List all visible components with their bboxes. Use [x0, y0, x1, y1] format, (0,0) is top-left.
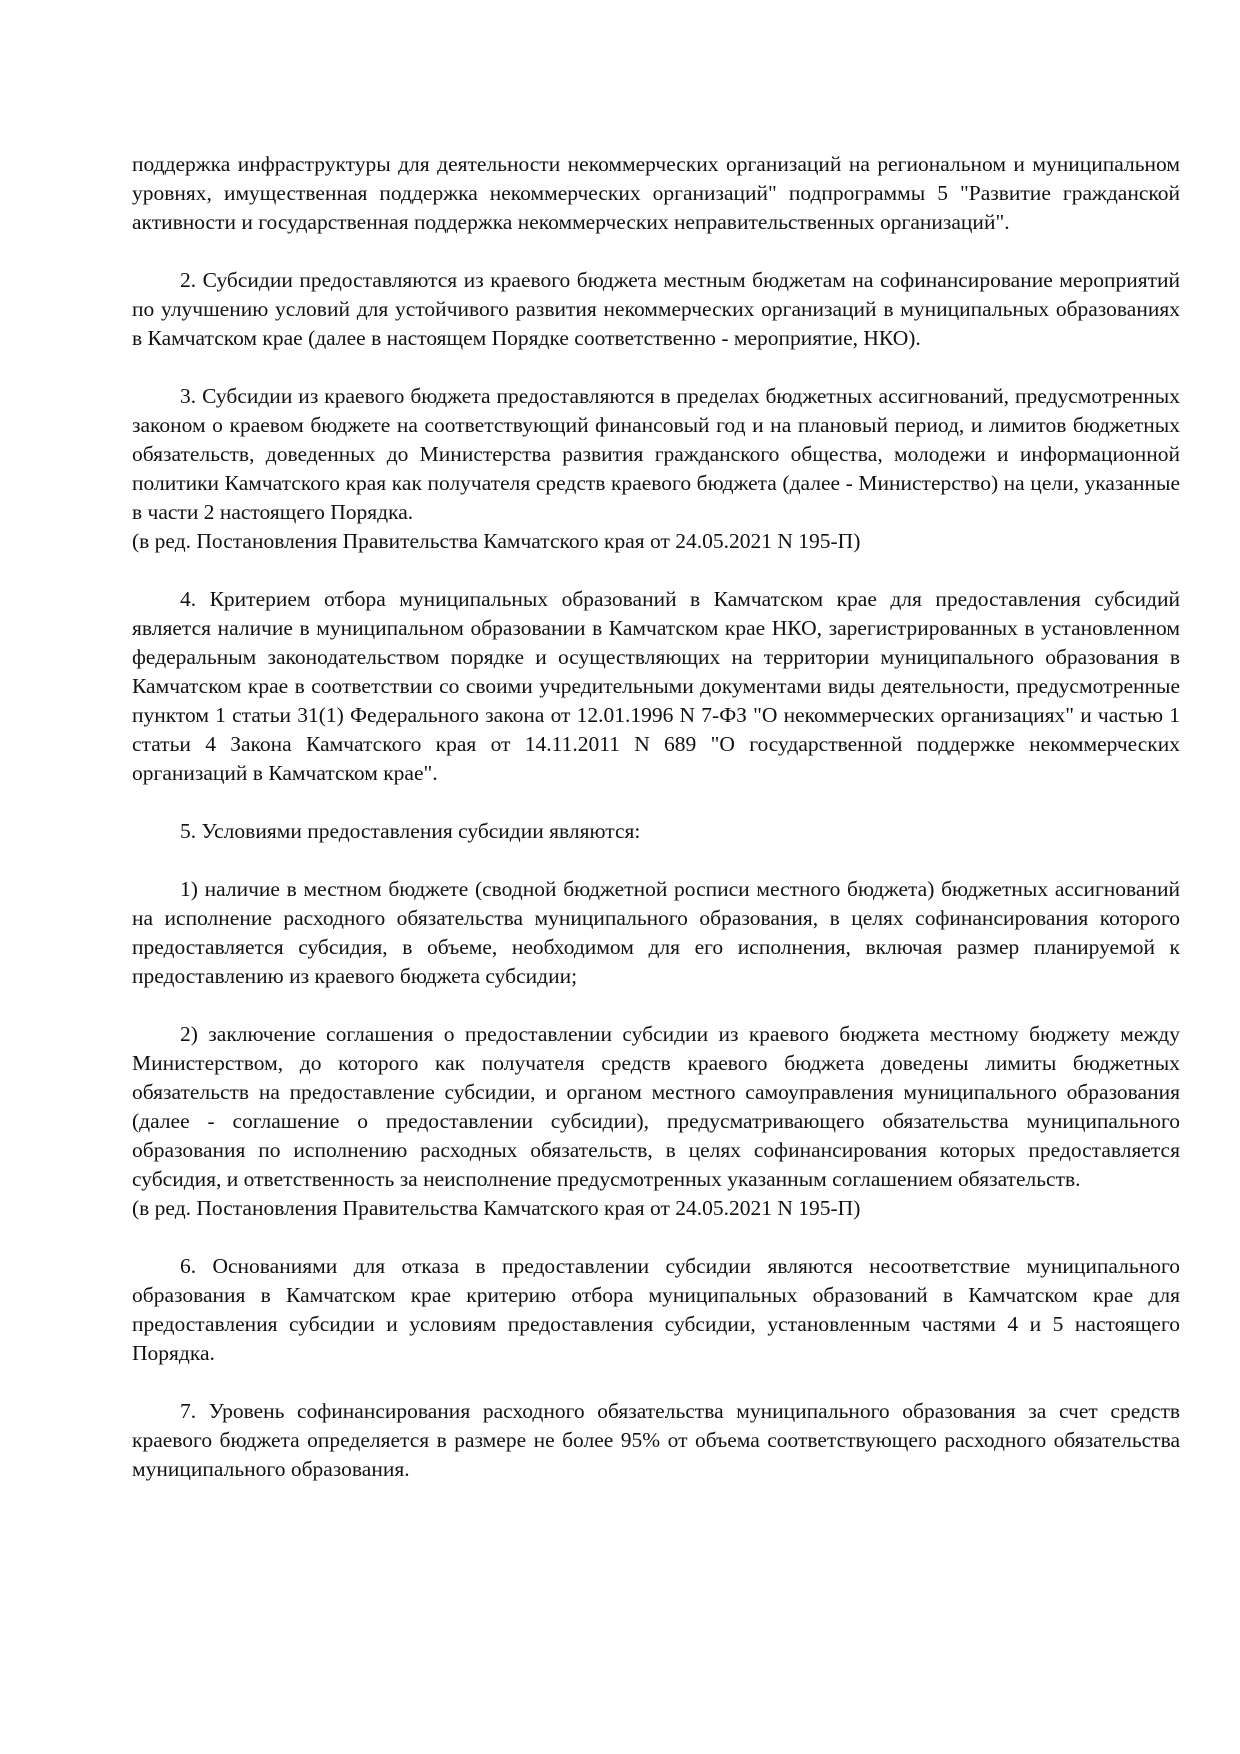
paragraph-5-item-1: 1) наличие в местном бюджете (сводной бюджетной росписи местного бюджета) бюджетных ассигнований на исполнение расходного обязательства муниципального образования, в целях софинансирования которого предоставляется субсидия, в объеме, необходимом для его исполнения, включая размер планируемой к предоставлению из краевого бюджета субсидии; [132, 877, 1180, 988]
paragraph-continuation: поддержка инфраструктуры для деятельности некоммерческих организаций на региональном и муниципальном уровнях, имущественная поддержка некоммерческих организаций" подпрограммы 5 "Развитие гражданской активности и государственная поддержка некоммерческих неправительственных организаций". [132, 152, 1180, 234]
paragraph-2: 2. Субсидии предоставляются из краевого бюджета местным бюджетам на софинансирование мероприятий по улучшению условий для устойчивого развития некоммерческих организаций в муниципальных образованиях в Камчатском крае (далее в настоящем Порядке соответственно - мероприятие, НКО). [132, 268, 1180, 350]
document-page [132, 150, 1180, 1513]
amendment-note-3: (в ред. Постановления Правительства Камчатского края от 24.05.2021 N 195-П) [132, 529, 861, 553]
amendment-note-5: (в ред. Постановления Правительства Камчатского края от 24.05.2021 N 195-П) [132, 1196, 861, 1220]
paragraph-6: 6. Основаниями для отказа в предоставлении субсидии являются несоответствие муниципального образования в Камчатском крае критерию отбора муниципальных образований в Камчатском крае для предоставления субсидии и условиям предоставления субсидии, установленным частями 4 и 5 настоящего Порядка. [132, 1254, 1180, 1365]
paragraph-5-item-2: 2) заключение соглашения о предоставлении субсидии из краевого бюджета местному бюджету между Министерством, до которого как получателя средств краевого бюджета доведены лимиты бюджетных обязательств на предоставление субсидии, и органом местного самоуправления муниципального образования (далее - соглашение о предоставлении субсидии), предусматривающего обязательства муниципального образования по исполнению расходных обязательств, в целях софинансирования которых предоставляется субсидия, и ответственность за неисполнение предусмотренных указанным соглашением обязательств. [132, 1022, 1180, 1191]
paragraph-7: 7. Уровень софинансирования расходного обязательства муниципального образования за счет средств краевого бюджета определяется в размере не более 95% от объема соответствующего расходного обязательства муниципального образования. [132, 1399, 1180, 1481]
paragraph-4: 4. Критерием отбора муниципальных образований в Камчатском крае для предоставления субсидий является наличие в муниципальном образовании в Камчатском крае НКО, зарегистрированных в установленном федеральным законодательством порядке и осуществляющих на территории муниципального образования в Камчатском крае в соответствии со своими учредительными документами виды деятельности, предусмотренные пунктом 1 статьи 31(1) Федерального закона от 12.01.1996 N 7-ФЗ "О некоммерческих организациях" и частью 1 статьи 4 Закона Камчатского края от 14.11.2011 N 689 "О государственной поддержке некоммерческих организаций в Камчатском крае". [132, 587, 1180, 785]
paragraph-5: 5. Условиями предоставления субсидии являются: [180, 819, 641, 843]
paragraph-3: 3. Субсидии из краевого бюджета предоставляются в пределах бюджетных ассигнований, предусмотренных законом о краевом бюджете на соответствующий финансовый год и на плановый период, и лимитов бюджетных обязательств, доведенных до Министерства развития гражданского общества, молодежи и информационной политики Камчатского края как получателя средств краевого бюджета (далее - Министерство) на цели, указанные в части 2 настоящего Порядка. [132, 384, 1180, 524]
